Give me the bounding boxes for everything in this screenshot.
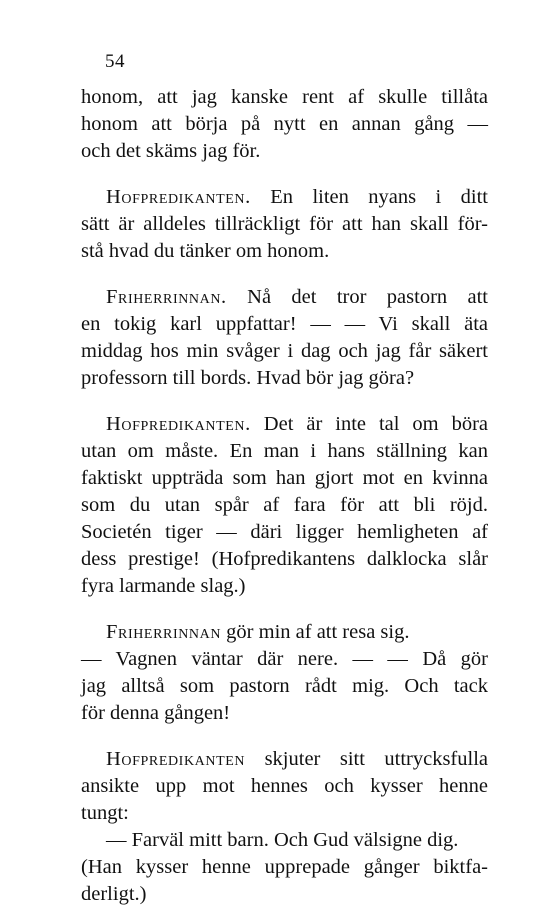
text-line: jag alltså som pastorn rådt mig. Och tack bbox=[81, 675, 488, 697]
text-line: tungt: bbox=[81, 802, 129, 824]
page-number: 54 bbox=[105, 51, 125, 72]
paragraph bbox=[81, 746, 488, 827]
dialogue-text: En liten nyans i ditt bbox=[270, 186, 488, 208]
dialogue-text: Det är inte tal om böra bbox=[263, 413, 488, 435]
text-line: (Han kysser henne upprepade gånger biktfa- bbox=[81, 856, 488, 878]
text-line bbox=[81, 411, 488, 438]
page-body bbox=[81, 84, 488, 908]
dialogue-text: Nå det tror pastorn att bbox=[247, 286, 489, 308]
text-line: ansikte upp mot hennes och kysser henne bbox=[81, 775, 488, 797]
text-line: för denna gången! bbox=[81, 702, 231, 724]
text-line: och det skäms jag för. bbox=[81, 140, 261, 162]
text-line bbox=[81, 619, 488, 646]
text-line: som du utan spår af fara för att bli röjd. bbox=[81, 494, 488, 516]
text-line: faktiskt uppträda som han gjort mot en kvinna bbox=[81, 467, 488, 489]
text-line: stå hvad du tänker om honom. bbox=[81, 240, 330, 262]
text-line: en tokig karl uppfattar! — — Vi skall äta bbox=[81, 313, 488, 335]
speaker-name: Hofpredikanten. bbox=[106, 413, 251, 435]
text-line: sätt är alldeles tillräckligt för att han skall för- bbox=[81, 213, 488, 235]
text-line: utan om måste. En man i hans ställning kan bbox=[81, 440, 488, 462]
paragraph bbox=[81, 84, 488, 165]
text-line: Societén tiger — däri ligger hemligheten af bbox=[81, 521, 488, 543]
stage-direction: skjuter sitt uttrycksfulla bbox=[264, 748, 488, 770]
speaker-name: Hofpredikanten. bbox=[106, 186, 251, 208]
text-line: dess prestige! (Hofpredikantens dalklocka slår bbox=[81, 548, 488, 570]
stage-direction: gör min af att resa sig. bbox=[226, 621, 410, 643]
text-line: honom att börja på nytt en annan gång — bbox=[81, 113, 488, 135]
text-line: middag hos min svåger i dag och jag får säkert bbox=[81, 340, 488, 362]
paragraph bbox=[81, 619, 488, 727]
speaker-name: Friherrinnan. bbox=[106, 286, 227, 308]
text-line: — Vagnen väntar där nere. — — Då gör bbox=[81, 648, 488, 670]
text-line: professorn till bords. Hvad bör jag göra? bbox=[81, 367, 415, 389]
speaker-name: Friherrinnan bbox=[106, 621, 222, 643]
paragraph bbox=[81, 827, 488, 908]
text-line: fyra larmande slag.) bbox=[81, 575, 246, 597]
paragraph bbox=[81, 184, 488, 265]
text-line: — Farväl mitt barn. Och Gud välsigne dig. bbox=[106, 829, 459, 851]
paragraph bbox=[81, 411, 488, 600]
text-line bbox=[81, 284, 488, 311]
text-line bbox=[81, 746, 488, 773]
text-line bbox=[81, 184, 488, 211]
text-line: derligt.) bbox=[81, 883, 147, 905]
text-line: honom, att jag kanske rent af skulle tillåta bbox=[81, 86, 488, 108]
speaker-name: Hofpredikanten bbox=[106, 748, 246, 770]
paragraph bbox=[81, 284, 488, 392]
